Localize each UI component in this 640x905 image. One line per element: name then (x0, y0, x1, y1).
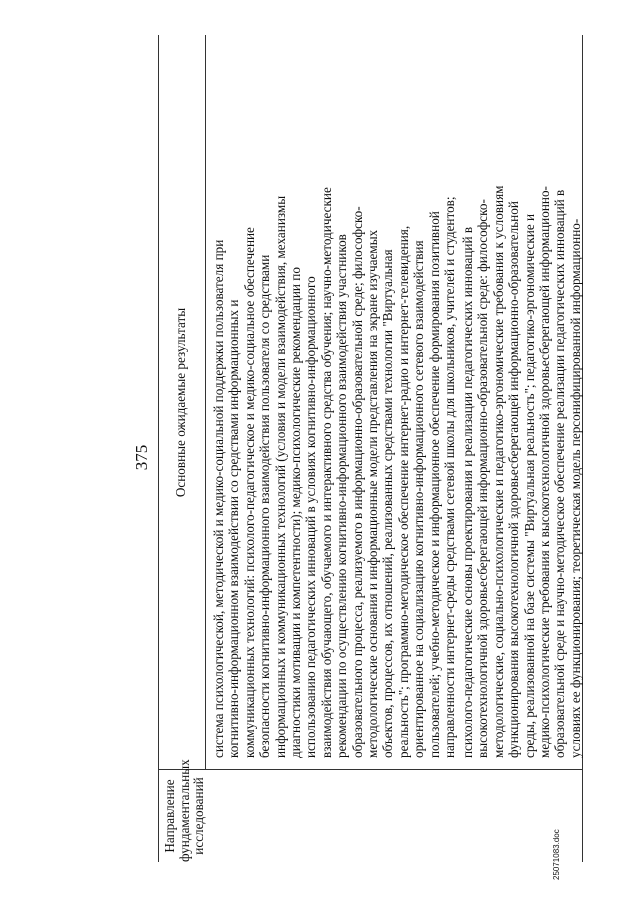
direction-header-line: исследований (191, 777, 207, 855)
result-text-line: направленности интернет-среды средствами сетевой школы для школьников, учителей и студентов; (442, 196, 458, 758)
result-text-line: среды, реализованной на базе системы "Виртуальная реальность"; педагогико-эргономические и (521, 213, 537, 758)
result-text-line: пользователей; учебно-методическое и информационное обеспечение формирования позитивной (426, 211, 442, 758)
result-text-line: взаимодействия обучающего, обучаемого и интерактивного средства обучения; научно-методические (318, 187, 334, 758)
result-text-line: образовательной среде и научно-методическое обеспечение реализации педагогических инноваций в (552, 189, 568, 758)
column-separator (159, 769, 582, 770)
result-text-line: информационных и коммуникационных технологий (условия и модели взаимодействия, механизмы (272, 195, 288, 758)
page-number: 375 (132, 444, 151, 471)
results-table (158, 35, 583, 862)
header-separator (205, 35, 206, 770)
result-text-line: реальность"; программно-методическое обеспечение интернет-радио и интернет-телевидения, (395, 225, 411, 758)
result-text-line: система психологической, методической и медико-социальной поддержки пользователя при (211, 239, 226, 758)
result-text-line: методологические основания и информационные модели представления на экране изучаемых (365, 229, 381, 758)
result-paragraph-2 (460, 39, 583, 758)
result-text-line: методологические, социально-психологические и педагогико-эргономические требования к условиям (490, 185, 506, 758)
file-name-footer: 25071083.doc (552, 829, 561, 880)
result-text-line: коммуникационных технологий: психолого-педагогическое и медико-социальное обеспечение (241, 227, 257, 758)
result-text-line: медико-психологические требования к высокотехнологичной здоровьесберегающей информационно- (537, 186, 553, 758)
direction-header-line: Направление (162, 779, 177, 853)
result-paragraph-1 (211, 39, 458, 758)
result-text-line: образовательного процесса, реализуемого в информационно-образовательной среде; философско- (349, 206, 365, 758)
result-text-line: когнитивно-информационном взаимодействии со средствами информационных и (226, 299, 242, 758)
direction-column-header (162, 759, 207, 862)
result-text-line: диагностики мотивации и компетентности); медико-психологические рекомендации по (288, 267, 304, 758)
result-text-line: ориентированное на социализацию когнитивно-информационного сетевого взаимодействия (411, 240, 427, 758)
result-text-line: условиях ее функционирования; теоретическая модель персонифицированной информационно- (567, 218, 583, 758)
result-text-line: функционирования высокотехнологичной здоровьесберегающей информационно-образовательной (506, 201, 522, 758)
result-text-line: безопасности когнитивно-информационного взаимодействия пользователя со средствами (257, 254, 273, 758)
result-text-line: высокотехнологичной здоровьесберегающей информационно-образовательной среде: философско- (475, 199, 491, 758)
result-text-line: объектов, процессов, их отношений, реализованных средствами технологии "Виртуальная (380, 249, 396, 758)
result-text-line: психолого-педагогические основы проектирования и реализации педагогических инноваций в (460, 226, 475, 758)
landscape-page (40, 35, 583, 880)
direction-header-line: фундаментальных (176, 759, 192, 862)
results-column-header: Основные ожидаемые результаты (173, 307, 188, 498)
result-text-line: рекомендации по осуществлению когнитивно-информационного взаимодействия участников (334, 234, 350, 758)
result-text-line: использованию педагогических инноваций в условиях когнитивно-информационного (303, 276, 319, 758)
